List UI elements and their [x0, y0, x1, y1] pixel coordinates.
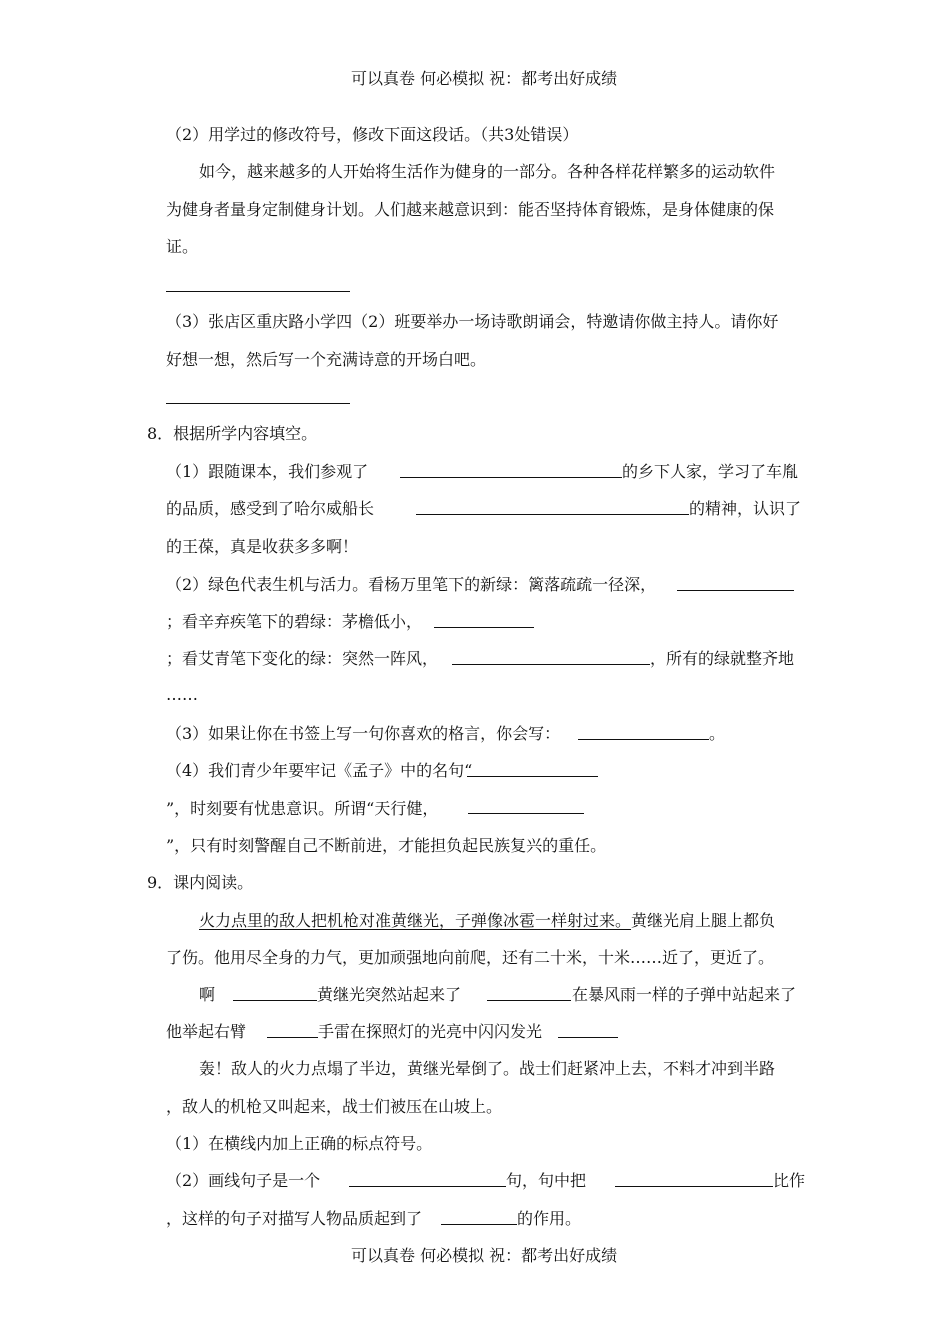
q8-s2-blank2[interactable] — [434, 627, 534, 628]
q9-sub2-blank1[interactable] — [349, 1186, 506, 1187]
q8-s2-line4-e: …… — [166, 685, 198, 704]
q9-sub2-c: 比作 — [773, 1171, 806, 1190]
q8-s4-line1-a: （4）我们青少年要牢记《孟子》中的名句“ — [166, 761, 473, 780]
q7-part3-prompt-line2: 好想一想，然后写一个充满诗意的开场白吧。 — [166, 350, 487, 369]
q8-s2-line3-c: ；看艾青笔下变化的绿：突然一阵风， — [166, 649, 439, 668]
q9-para2-c: 在暴风雨一样的子弹中站起来了 — [572, 985, 797, 1004]
q9-sub2-b: 句，句中把 — [506, 1171, 587, 1190]
q7-part2-prompt: （2）用学过的修改符号，修改下面这段话。（共3处错误） — [166, 125, 579, 144]
q8-s1-blank1[interactable] — [400, 477, 622, 478]
q9-sub2-a: （2）画线句子是一个 — [166, 1171, 321, 1190]
q8-s2-line1-a: （2）绿色代表生机与活力。看杨万里笔下的新绿：篱落疏疏一径深， — [166, 575, 657, 594]
q8-s4-line3-c: ”，只有时刻警醒自己不断前进，才能担负起民族复兴的重任。 — [166, 836, 607, 855]
q8-s3-a: （3）如果让你在书签上写一句你喜欢的格言，你会写： — [166, 724, 561, 743]
q8-s4-blank1[interactable] — [467, 776, 598, 777]
q9-punct-blank2[interactable] — [487, 1000, 571, 1001]
q9-punct-blank3[interactable] — [267, 1037, 318, 1038]
q8-s3-b: 。 — [709, 724, 726, 743]
q8-s2-blank1[interactable] — [677, 590, 794, 591]
q7-part2-answer-line[interactable] — [166, 291, 350, 292]
q7-part3-prompt-line1: （3）张店区重庆路小学四（2）班要举办一场诗歌朗诵会，特邀请你做主持人。请你好 — [166, 312, 779, 331]
q9-para2-e: 手雷在探照灯的光亮中闪闪发光 — [318, 1022, 543, 1041]
q9-para2-b: 黄继光突然站起来了 — [317, 985, 462, 1004]
q7-part2-text-line1: 如今，越来越多的人开始将生活作为健身的一部分。各种各样花样繁多的运动软件 — [199, 162, 776, 181]
q8-s4-line2-b: ”，时刻要有忧患意识。所谓“天行健， — [166, 799, 439, 818]
q9-sub2-e: 的作用。 — [517, 1209, 582, 1228]
q8-s1-line1-a: （1）跟随课本，我们参观了 — [166, 462, 369, 481]
q9-para1-line1 — [199, 910, 775, 932]
q9-para2-d: 他举起右臂 — [166, 1022, 247, 1041]
q9-punct-blank1[interactable] — [233, 1000, 317, 1001]
q7-part3-answer-line[interactable] — [166, 403, 350, 404]
q9-sub2-blank2[interactable] — [615, 1186, 773, 1187]
q9-para1-line2: 了伤。他用尽全身的力气，更加顽强地向前爬，还有二十米，十米……近了，更近了。 — [166, 948, 775, 967]
q9-para3-line2: ，敌人的机枪又叫起来，战士们被压在山坡上。 — [166, 1097, 503, 1116]
q9-punct-blank4[interactable] — [558, 1037, 618, 1038]
q8-title: 8．根据所学内容填空。 — [147, 424, 318, 443]
q7-part2-text-line3: 证。 — [166, 237, 199, 256]
q8-s2-line3-d: ，所有的绿就整齐地 — [650, 649, 795, 668]
q9-para1-rest: 黄继光肩上腿上都负 — [631, 911, 776, 930]
q8-s1-blank2[interactable] — [416, 514, 689, 515]
q8-s1-line3-e: 的王葆，真是收获多多啊！ — [166, 537, 359, 556]
page-header: 可以真卷 何必模拟 祝：都考出好成绩 — [351, 69, 618, 88]
q9-sub2-blank3[interactable] — [441, 1224, 517, 1225]
q8-s3-blank[interactable] — [578, 739, 709, 740]
q9-sub1: （1）在横线内加上正确的标点符号。 — [166, 1134, 433, 1153]
q9-para3-line1: 轰！敌人的火力点塌了半边，黄继光晕倒了。战士们赶紧冲上去，不料才冲到半路 — [199, 1059, 776, 1078]
q8-s1-line1-b: 的乡下人家，学习了车胤 — [622, 462, 799, 481]
q9-para2-a: 啊 — [199, 985, 216, 1004]
q8-s1-line2-d: 的精神，认识了 — [689, 499, 802, 518]
q8-s4-blank2[interactable] — [468, 813, 584, 814]
q8-s2-blank3[interactable] — [452, 664, 650, 665]
q9-title: 9．课内阅读。 — [147, 873, 254, 892]
q9-underlined-sentence: 火力点里的敌人把机枪对准黄继光，子弹像冰雹一样射过来。 — [199, 911, 632, 930]
q7-part2-text-line2: 为健身者量身定制健身计划。人们越来越意识到：能否坚持体育锻炼，是身体健康的保 — [166, 200, 775, 219]
q8-s1-line2-c: 的品质，感受到了哈尔威船长 — [166, 499, 375, 518]
q8-s2-line2-b: ；看辛弃疾笔下的碧绿：茅檐低小， — [166, 612, 423, 631]
q9-sub2-d: ，这样的句子对描写人物品质起到了 — [166, 1209, 423, 1228]
page-footer: 可以真卷 何必模拟 祝：都考出好成绩 — [351, 1246, 618, 1265]
